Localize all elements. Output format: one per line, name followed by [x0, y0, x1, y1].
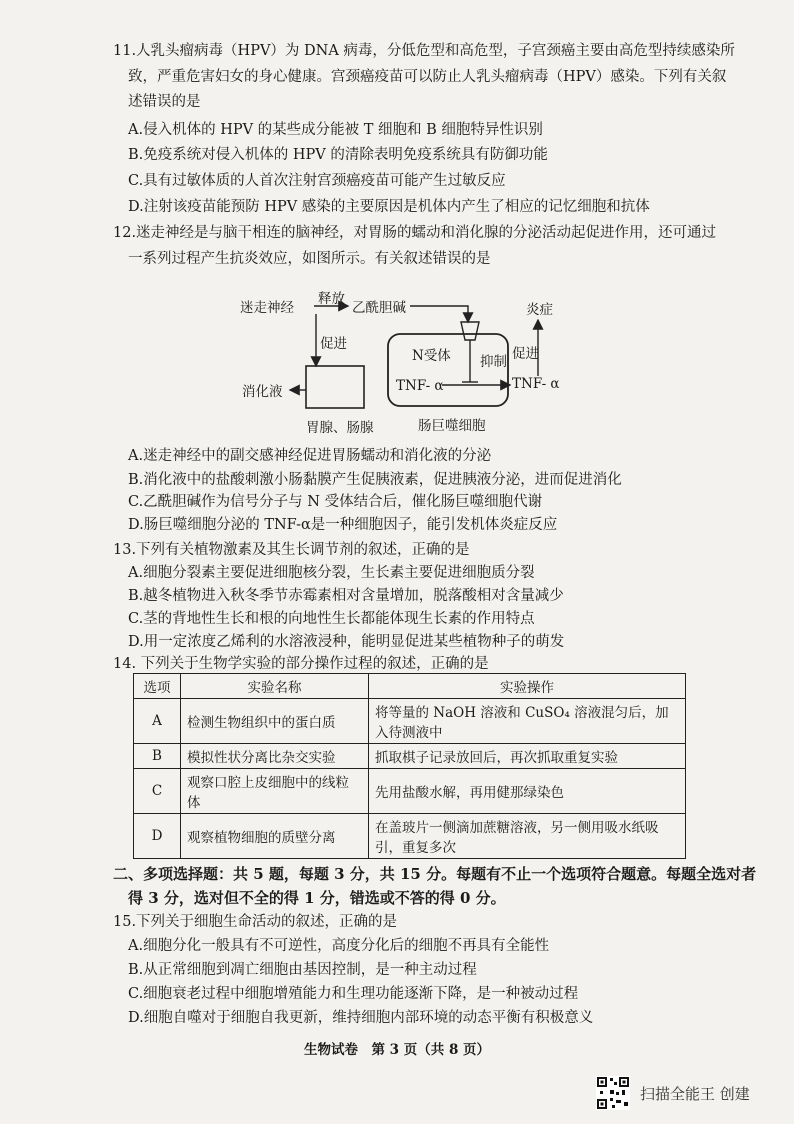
row-operation [369, 699, 686, 744]
row-operation-line-2: 引，重复多次 [375, 840, 456, 856]
label-inhibit: 抑制 [480, 354, 507, 370]
row-operation-line-2: 入待测液中 [375, 725, 443, 741]
q12-option-a: A.迷走神经中的副交感神经促进胃肠蠕动和消化液的分泌 [128, 448, 492, 464]
q14-experiment-table [133, 673, 686, 859]
table-row [134, 744, 686, 769]
section2-heading-line-1: 二、多项选择题：共 5 题，每题 3 分，共 15 分。每题有不止一个选项符合题意。每题全选对者 [113, 865, 757, 883]
header-option: 选项 [134, 674, 181, 699]
label-macrophage: 肠巨噬细胞 [418, 418, 486, 434]
q11-option-c: C.具有过敏体质的人首次注射宫颈癌疫苗可能产生过敏反应 [128, 173, 506, 189]
label-gastric-glands: 胃腺、肠腺 [306, 420, 374, 436]
q13-option-a: A.细胞分裂素主要促进细胞核分裂，生长素主要促进细胞质分裂 [128, 565, 535, 581]
q15-option-a: A.细胞分化一般具有不可逆性，高度分化后的细胞不再具有全能性 [128, 938, 550, 954]
q14-stem: 14. 下列关于生物学实验的部分操作过程的叙述，正确的是 [113, 656, 489, 672]
q12-option-d: D.肠巨噬细胞分泌的 TNF-α是一种细胞因子，能引发机体炎症反应 [128, 517, 558, 533]
label-digestive-juice: 消化液 [242, 384, 283, 400]
row-option: A [134, 699, 181, 744]
label-promote-gland: 促进 [320, 336, 347, 352]
table-row [134, 699, 686, 744]
row-experiment-name: 观察口腔上皮细胞中的线粒体 [181, 769, 369, 814]
label-promote-tnf: 促进 [512, 346, 539, 362]
row-operation-line-1: 抓取棋子记录放回后，再次抓取重复实验 [375, 750, 618, 766]
q13-option-d: D.用一定浓度乙烯利的水溶液浸种，能明显促进某些植物种子的萌发 [128, 634, 565, 650]
table-row [134, 814, 686, 859]
q15-stem: 15.下列关于细胞生命活动的叙述，正确的是 [113, 914, 398, 930]
q12-option-c: C.乙酰胆碱作为信号分子与 N 受体结合后，催化肠巨噬细胞代谢 [128, 494, 543, 510]
row-experiment-name: 观察植物细胞的质壁分离 [181, 814, 369, 859]
row-experiment-name: 检测生物组织中的蛋白质 [181, 699, 369, 744]
header-experiment-name: 实验名称 [181, 674, 369, 699]
q11-stem-line-3: 述错误的是 [128, 94, 201, 110]
label-release: 释放 [318, 291, 345, 307]
label-acetylcholine: 乙酰胆碱 [352, 300, 406, 316]
q11-option-a: A.侵入机体的 HPV 的某些成分能被 T 细胞和 B 细胞特异性识别 [128, 122, 543, 138]
table-row [134, 769, 686, 814]
q13-option-b: B.越冬植物进入秋冬季节赤霉素相对含量增加，脱落酸相对含量减少 [128, 588, 564, 604]
qr-code-icon [596, 1076, 630, 1110]
q13-option-c: C.茎的背地性生长和根的向地性生长都能体现生长素的作用特点 [128, 611, 535, 627]
header-operation: 实验操作 [369, 674, 686, 699]
row-option: C [134, 769, 181, 814]
q15-option-c: C.细胞衰老过程中细胞增殖能力和生理功能逐渐下降，是一种被动过程 [128, 986, 579, 1002]
row-operation [369, 769, 686, 814]
row-operation [369, 744, 686, 769]
q11-stem-line-1: 11.人乳头瘤病毒（HPV）为 DNA 病毒，分低危型和高危型，子宫颈癌主要由高危型持续感染所 [113, 43, 735, 59]
table-header-row [134, 674, 686, 699]
q12-stem-line-2: 一系列过程产生抗炎效应，如图所示。有关叙述错误的是 [128, 251, 491, 267]
scanner-watermark: 扫描全能王 创建 [640, 1085, 750, 1103]
label-tnf-inner: TNF- α [396, 378, 444, 394]
label-n-receptor: N受体 [412, 348, 451, 364]
row-option: D [134, 814, 181, 859]
q11-stem-line-2: 致，严重危害妇女的身心健康。宫颈癌疫苗可以防止人乳头瘤病毒（HPV）感染。下列有关叙 [128, 69, 727, 85]
q13-stem: 13.下列有关植物激素及其生长调节剂的叙述，正确的是 [113, 542, 470, 558]
q11-option-b: B.免疫系统对侵入机体的 HPV 的清除表明免疫系统具有防御功能 [128, 147, 548, 163]
row-operation-line-1: 将等量的 NaOH 溶液和 CuSO₄ 溶液混匀后，加 [375, 705, 669, 721]
vagus-nerve-diagram [240, 286, 580, 436]
row-operation [369, 814, 686, 859]
section2-heading-line-2: 得 3 分，选对但不全的得 1 分，错选或不答的得 0 分。 [128, 889, 506, 907]
row-experiment-name: 模拟性状分离比杂交实验 [181, 744, 369, 769]
q12-option-b: B.消化液中的盐酸刺激小肠黏膜产生促胰液素，促进胰液分泌，进而促进消化 [128, 472, 622, 488]
page-footer: 生物试卷 第 3 页（共 8 页） [303, 1042, 491, 1058]
q15-option-d: D.细胞自噬对于细胞自我更新，维持细胞内部环境的动态平衡有积极意义 [128, 1010, 594, 1026]
row-operation-line-1: 在盖玻片一侧滴加蔗糖溶液，另一侧用吸水纸吸 [375, 820, 659, 836]
label-vagus-nerve: 迷走神经 [240, 300, 294, 316]
q12-stem-line-1: 12.迷走神经是与脑干相连的脑神经，对胃肠的蠕动和消化腺的分泌活动起促进作用，还可通过 [113, 225, 717, 241]
label-inflammation: 炎症 [526, 302, 553, 318]
label-tnf-outer: TNF- α [512, 376, 560, 392]
q11-option-d: D.注射该疫苗能预防 HPV 感染的主要原因是机体内产生了相应的记忆细胞和抗体 [128, 199, 650, 215]
row-option: B [134, 744, 181, 769]
row-operation-line-1: 先用盐酸水解，再用健那绿染色 [375, 785, 564, 801]
q15-option-b: B.从正常细胞到凋亡细胞由基因控制，是一种主动过程 [128, 962, 477, 978]
